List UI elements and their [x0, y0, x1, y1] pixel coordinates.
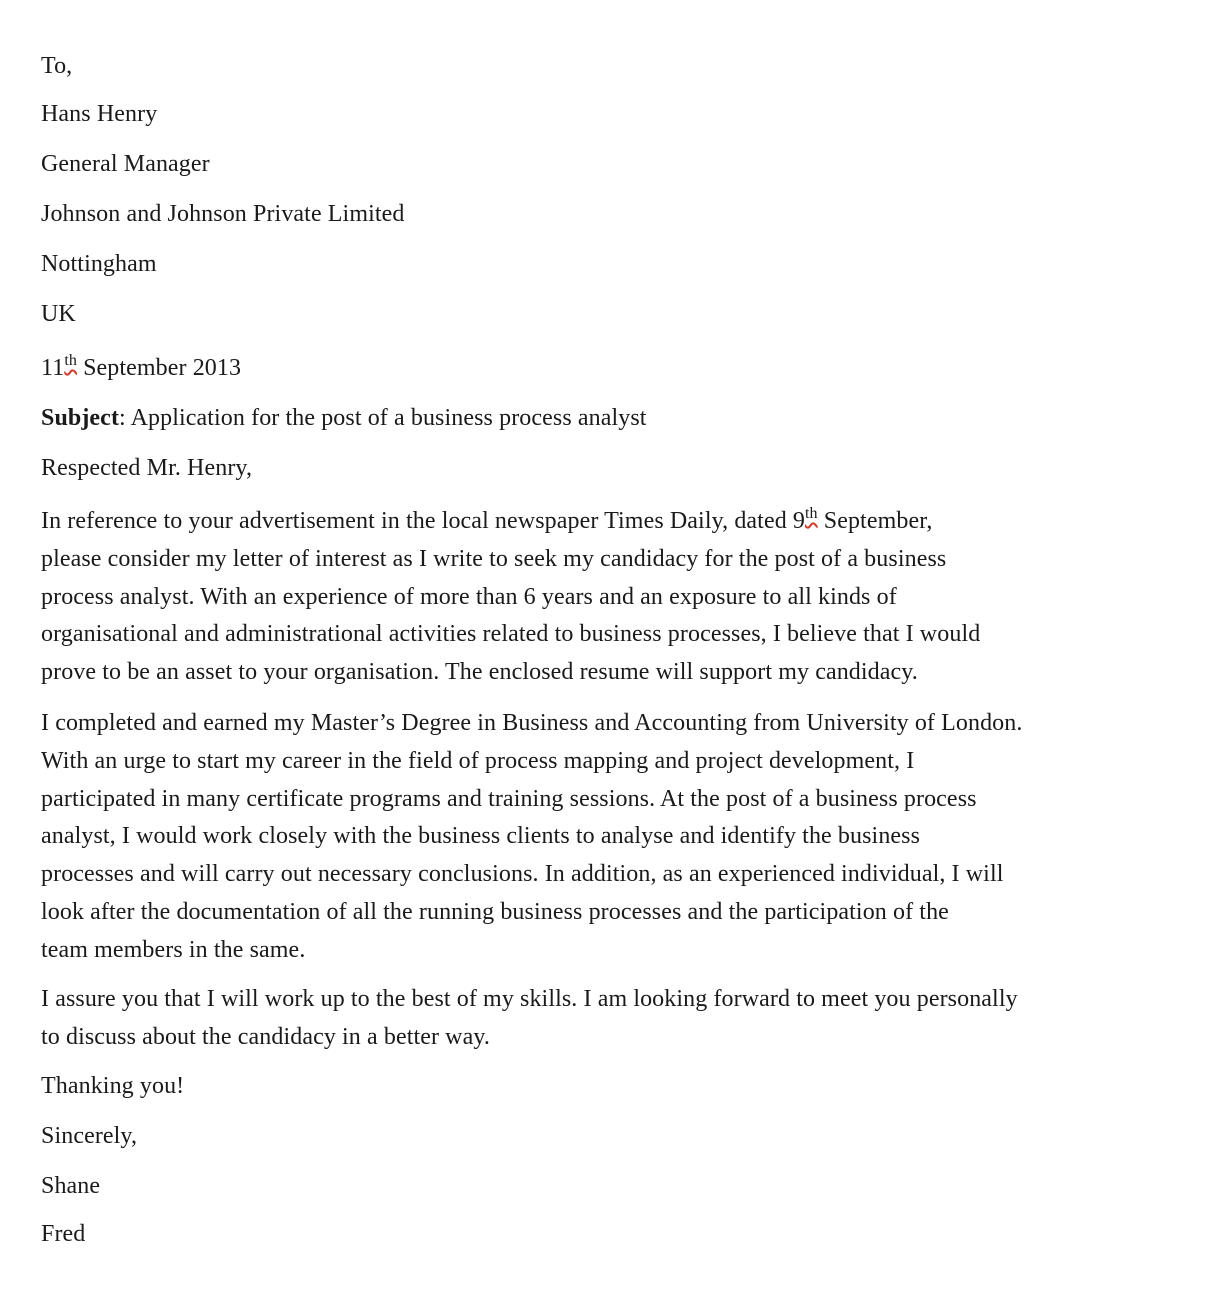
paragraph-3 [41, 981, 1191, 1057]
paragraph-1 [41, 503, 1191, 692]
paragraph-line: participated in many certificate programs and training sessions. At the post of a business process [41, 785, 977, 812]
greeting: Respected Mr. Henry, [41, 455, 253, 481]
closing-line: Sincerely, [41, 1123, 138, 1149]
paragraph-line: prove to be an asset to your organisation. The enclosed resume will support my candidacy. [41, 659, 918, 686]
paragraph-text: In reference to your advertisement in the local newspaper Times Daily, dated 9 [41, 508, 805, 534]
paragraph-line: processes and will carry out necessary conclusions. In addition, as an experienced individual, I will [41, 861, 1004, 888]
signature-first-name: Shane [41, 1173, 101, 1199]
paragraph-line: look after the documentation of all the running business processes and the participation of the [41, 898, 949, 925]
salutation-to: To, [41, 53, 73, 79]
subject-label: Subject [41, 405, 120, 431]
paragraph-line: please consider my letter of interest as I write to seek my candidacy for the post of a business [41, 545, 947, 572]
date-day: 11 [41, 355, 65, 381]
subject-line [41, 403, 647, 433]
paragraph-2 [41, 705, 1191, 970]
paragraph-text: September, [817, 508, 933, 534]
paragraph-line: analyst, I would work closely with the business clients to analyse and identify the business [41, 823, 921, 850]
subject-text: : Application for the post of a business process analyst [119, 405, 647, 431]
paragraph-line: I completed and earned my Master’s Degree in Business and Accounting from University of London. [41, 710, 1023, 736]
thanks-line: Thanking you! [41, 1073, 185, 1099]
date-rest: September 2013 [76, 355, 242, 381]
paragraph-line [41, 503, 1191, 541]
ordinal-suffix: th [805, 505, 818, 522]
recipient-city: Nottingham [41, 251, 157, 277]
paragraph-line: to discuss about the candidacy in a better way. [41, 1023, 491, 1050]
paragraph-line: I assure you that I will work up to the best of my skills. I am looking forward to meet you personally [41, 986, 1018, 1012]
recipient-name: Hans Henry [41, 101, 158, 127]
signature-last-name: Fred [41, 1221, 86, 1247]
recipient-country: UK [41, 301, 76, 327]
paragraph-line: process analyst. With an experience of more than 6 years and an exposure to all kinds of [41, 583, 897, 610]
paragraph-line: With an urge to start my career in the field of process mapping and project development, I [41, 747, 915, 774]
paragraph-line: team members in the same. [41, 936, 306, 963]
recipient-title: General Manager [41, 151, 210, 177]
recipient-company: Johnson and Johnson Private Limited [41, 201, 405, 227]
date-ordinal-suffix: th [64, 352, 77, 369]
letter-date [41, 353, 241, 383]
paragraph-line: organisational and administrational activities related to business processes, I believe that I would [41, 621, 981, 648]
